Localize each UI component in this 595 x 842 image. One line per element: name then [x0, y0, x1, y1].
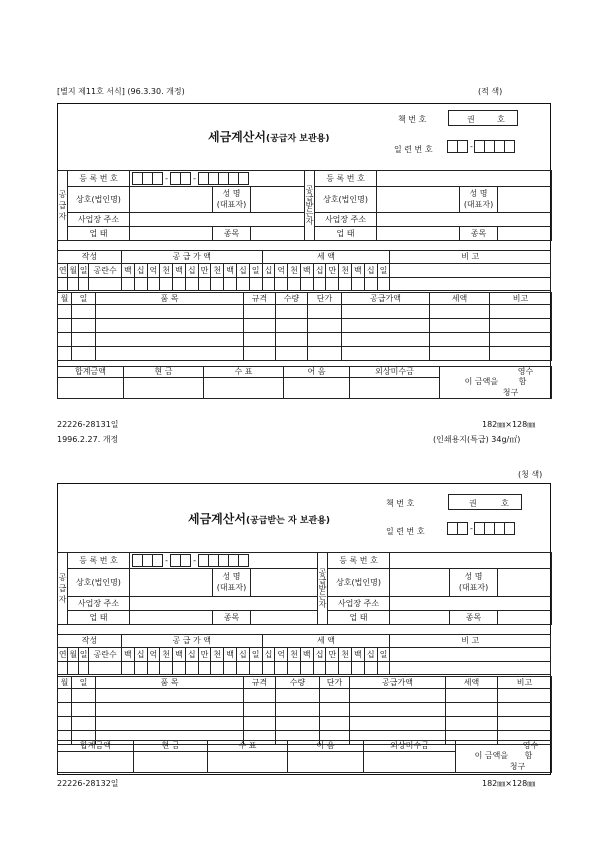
- year-field[interactable]: [58, 662, 68, 675]
- digit-label: 십: [236, 648, 249, 662]
- cash-label: 현 금: [124, 367, 204, 378]
- digit-field[interactable]: [313, 278, 326, 291]
- issue-date-label: 작성: [58, 635, 122, 648]
- book-number-field[interactable]: [448, 110, 518, 126]
- digit-label: 십: [313, 648, 326, 662]
- book-number-field[interactable]: [448, 494, 522, 510]
- digit-field[interactable]: [364, 278, 377, 291]
- col-supply-value: 공급가액: [350, 677, 446, 689]
- digit-label: 천: [339, 264, 352, 278]
- digit-label: 천: [211, 648, 224, 662]
- cash-field[interactable]: [134, 752, 208, 773]
- amount-header-table: [57, 634, 551, 675]
- supplier-rep-field[interactable]: [251, 187, 305, 213]
- digit-label: 만: [198, 264, 211, 278]
- total-amount-label: 합계금액: [58, 367, 124, 378]
- claim-label: 청구: [502, 387, 519, 397]
- supplier-rep-field[interactable]: [251, 569, 318, 597]
- col-unit-price: 단가: [320, 677, 350, 689]
- receiver-bizitem-label: 종목: [460, 227, 498, 241]
- digit-field[interactable]: [313, 662, 326, 675]
- digit-label: 천: [160, 648, 173, 662]
- receipt-text: 이 금액을: [464, 377, 499, 387]
- total-amount-field[interactable]: [58, 752, 134, 773]
- digit-field[interactable]: [377, 278, 390, 291]
- digit-label: 백: [224, 264, 237, 278]
- supplier-reg-no-label: 등 록 번 호: [68, 171, 130, 187]
- serial-number-field[interactable]: [448, 140, 515, 153]
- digit-field[interactable]: [326, 662, 339, 675]
- col-day: 일: [72, 293, 96, 305]
- parties-table: [57, 170, 552, 241]
- total-amount-label: 합계금액: [58, 741, 134, 752]
- tax-invoice-form-receiver-copy: [57, 483, 551, 775]
- totals-table: [57, 740, 552, 773]
- digit-field[interactable]: [352, 278, 365, 291]
- supplier-rep-label: 성 명 (대표자): [213, 187, 251, 213]
- digit-field[interactable]: [173, 662, 186, 675]
- digit-label: 만: [198, 648, 211, 662]
- digit-field[interactable]: [147, 662, 160, 675]
- digit-field[interactable]: [288, 278, 301, 291]
- tax-amount-label: 세 액: [262, 251, 390, 264]
- revision-date: 1996.2.27. 개정: [57, 435, 119, 444]
- digit-field[interactable]: [339, 278, 352, 291]
- table-row[interactable]: [58, 305, 552, 319]
- digit-label: 십: [313, 264, 326, 278]
- supplier-address-field[interactable]: [130, 597, 318, 611]
- claim-label: 청구: [509, 761, 526, 771]
- digit-label: 십: [134, 264, 147, 278]
- digit-label: 백: [224, 648, 237, 662]
- form-number: 22226-28131일: [57, 420, 119, 429]
- book-ho-label: 호: [501, 499, 509, 508]
- digit-field[interactable]: [262, 278, 275, 291]
- year-field[interactable]: [58, 278, 68, 291]
- receiver-rep-field[interactable]: [498, 569, 552, 597]
- form-title-sub: (공급자 보관용): [265, 134, 330, 144]
- table-row[interactable]: [58, 347, 552, 361]
- receipt-suffix: 함: [524, 751, 533, 761]
- issue-date-label: 작성: [58, 251, 122, 264]
- receiver-biztype-label: 업 태: [328, 611, 390, 625]
- credit-field[interactable]: [364, 752, 456, 773]
- digit-field[interactable]: [300, 278, 313, 291]
- form-title-text: 세금계산서: [188, 512, 246, 526]
- check-field[interactable]: [204, 378, 284, 399]
- promissory-note-label: 어 음: [284, 367, 350, 378]
- digit-label: 백: [352, 648, 365, 662]
- receipt-label: 영수: [522, 741, 539, 750]
- digit-label: 백: [121, 648, 134, 662]
- note-field[interactable]: [284, 378, 350, 399]
- digit-label: 십: [364, 648, 377, 662]
- digit-field[interactable]: [275, 662, 288, 675]
- supply-value-label: 공 급 가 액: [121, 635, 262, 648]
- digit-label: 백: [121, 264, 134, 278]
- receipt-claim-box: [440, 367, 552, 399]
- digit-label: 십: [262, 648, 275, 662]
- cash-field[interactable]: [124, 378, 204, 399]
- digit-label: 만: [326, 648, 339, 662]
- blank-count-label: 공란수: [89, 264, 122, 278]
- receiver-side-label: 공 급 받 는 자: [318, 553, 328, 625]
- supplier-biztype-field[interactable]: [130, 611, 213, 625]
- digit-field[interactable]: [211, 278, 224, 291]
- receiver-company-label: 상호(법인명): [315, 187, 377, 213]
- month-field[interactable]: [68, 662, 78, 675]
- paper-size: 182㎜×128㎜: [482, 420, 536, 429]
- supplier-side-label: 공 급 자: [58, 553, 68, 625]
- receiver-address-label: 사업장 주소: [328, 597, 390, 611]
- digit-field[interactable]: [339, 662, 352, 675]
- receiver-bizitem-label: 종목: [450, 611, 498, 625]
- receipt-text: 이 금액을: [474, 751, 509, 761]
- supply-value-label: 공 급 가 액: [121, 251, 262, 264]
- table-row[interactable]: [58, 717, 552, 731]
- receiver-company-field[interactable]: [377, 187, 460, 213]
- digit-field[interactable]: [249, 278, 262, 291]
- receipt-claim-box: [456, 741, 552, 773]
- digit-field[interactable]: [173, 278, 186, 291]
- supplier-company-field[interactable]: [130, 187, 213, 213]
- digit-label: 십: [364, 264, 377, 278]
- col-day: 일: [72, 677, 96, 689]
- receiver-reg-no-label: 등 록 번 호: [315, 171, 377, 187]
- table-row[interactable]: [58, 319, 552, 333]
- digit-field[interactable]: [326, 278, 339, 291]
- supplier-bizitem-label: 종목: [213, 227, 251, 241]
- receiver-rep-field[interactable]: [498, 187, 552, 213]
- digit-field[interactable]: [121, 662, 134, 675]
- col-spec: 규격: [244, 677, 276, 689]
- year-label: 연: [58, 648, 68, 662]
- receiver-company-field[interactable]: [390, 569, 450, 597]
- form-number-2: 22226-28132일: [57, 779, 119, 788]
- items-table: [57, 292, 552, 361]
- digit-label: 만: [326, 264, 339, 278]
- paper-spec: (인쇄용지(특급) 34g/㎡): [433, 435, 521, 444]
- paper-size-2: 182㎜×128㎜: [482, 779, 536, 788]
- serial-dash: -: [470, 142, 473, 151]
- blank-count-label: 공란수: [89, 648, 122, 662]
- digit-field[interactable]: [300, 662, 313, 675]
- digit-label: 천: [288, 648, 301, 662]
- digit-field[interactable]: [275, 278, 288, 291]
- supplier-reg-no-field[interactable]: - -: [130, 171, 305, 187]
- year-label: 연: [58, 264, 68, 278]
- serial-number-label: 일 련 번 호: [386, 527, 425, 536]
- total-amount-field[interactable]: [58, 378, 124, 399]
- digit-label: 천: [288, 264, 301, 278]
- book-ho-label: 호: [497, 115, 505, 124]
- receiver-reg-no-label: 등 록 번 호: [328, 553, 390, 569]
- digit-field[interactable]: [236, 278, 249, 291]
- month-label: 월: [68, 264, 78, 278]
- promissory-note-label: 어 음: [288, 741, 364, 752]
- digit-field[interactable]: [160, 278, 173, 291]
- receipt-suffix: 함: [518, 377, 527, 387]
- digit-label: 백: [173, 648, 186, 662]
- book-kwon-label: 권: [467, 115, 475, 124]
- digit-field[interactable]: [224, 278, 237, 291]
- remarks-field[interactable]: [390, 264, 551, 278]
- digit-label: 천: [339, 648, 352, 662]
- receiver-biztype-field[interactable]: [390, 611, 450, 625]
- check-field[interactable]: [208, 752, 288, 773]
- digit-field[interactable]: [262, 662, 275, 675]
- supplier-biztype-label: 업 태: [68, 227, 130, 241]
- digit-field[interactable]: [121, 278, 134, 291]
- digit-label: 일: [377, 264, 390, 278]
- col-item: 품 목: [96, 677, 244, 689]
- receiver-company-label: 상호(법인명): [328, 569, 390, 597]
- supplier-address-label: 사업장 주소: [68, 213, 130, 227]
- remarks-field[interactable]: [390, 648, 551, 662]
- items-table: [57, 676, 552, 745]
- digit-field[interactable]: [249, 662, 262, 675]
- col-remarks: 비고: [498, 677, 552, 689]
- remarks-label: 비 고: [390, 635, 551, 648]
- digit-field[interactable]: [236, 662, 249, 675]
- receiver-bizitem-field[interactable]: [498, 227, 552, 241]
- month-label: 월: [68, 648, 78, 662]
- receiver-bizitem-field[interactable]: [498, 611, 552, 625]
- col-tax: 세액: [430, 293, 490, 305]
- day-field[interactable]: [78, 662, 88, 675]
- credit-field[interactable]: [350, 378, 440, 399]
- supplier-company-field[interactable]: [130, 569, 213, 597]
- digit-field[interactable]: [211, 662, 224, 675]
- totals-table: [57, 366, 552, 399]
- remarks-label: 비 고: [390, 251, 551, 264]
- form-title-2: [188, 510, 330, 527]
- cash-label: 현 금: [134, 741, 208, 752]
- supplier-bizitem-label: 종목: [213, 611, 251, 625]
- book-kwon-label: 권: [469, 499, 477, 508]
- col-supply-value: 공급가액: [342, 293, 430, 305]
- digit-field[interactable]: [185, 278, 198, 291]
- digit-label: 백: [352, 264, 365, 278]
- receiver-biztype-field[interactable]: [377, 227, 460, 241]
- blank-count-field[interactable]: [89, 278, 122, 291]
- digit-label: 십: [134, 648, 147, 662]
- digit-field[interactable]: [377, 662, 390, 675]
- copy-color-label: (적 색): [478, 87, 503, 96]
- remarks-field[interactable]: [390, 662, 551, 675]
- supplier-reg-no-label: 등 록 번 호: [68, 553, 130, 569]
- col-remarks: 비고: [490, 293, 552, 305]
- supplier-bizitem-field[interactable]: [251, 227, 305, 241]
- receiver-address-label: 사업장 주소: [315, 213, 377, 227]
- serial-number-label: 일 련 번 호: [394, 145, 433, 154]
- digit-field[interactable]: [364, 662, 377, 675]
- digit-field[interactable]: [185, 662, 198, 675]
- digit-field[interactable]: [198, 278, 211, 291]
- check-label: 수 표: [204, 367, 284, 378]
- credit-label: 외상미수금: [364, 741, 456, 752]
- col-item: 품 목: [96, 293, 244, 305]
- digit-label: 백: [173, 264, 186, 278]
- col-tax: 세액: [446, 677, 498, 689]
- amount-header-table: [57, 250, 551, 291]
- serial-dash: -: [470, 524, 473, 533]
- col-qty: 수량: [276, 677, 320, 689]
- supplier-biztype-field[interactable]: [130, 227, 213, 241]
- digit-label: 일: [249, 648, 262, 662]
- note-field[interactable]: [288, 752, 364, 773]
- form-title-sub: (공급받는 자 보관용): [245, 516, 331, 526]
- table-row[interactable]: [58, 689, 552, 703]
- supplier-biztype-label: 업 태: [68, 611, 130, 625]
- credit-label: 외상미수금: [350, 367, 440, 378]
- col-month: 월: [58, 677, 72, 689]
- digit-label: 천: [211, 264, 224, 278]
- supplier-company-label: 상호(법인명): [68, 187, 130, 213]
- form-title: [208, 128, 330, 145]
- month-field[interactable]: [68, 278, 78, 291]
- col-qty: 수량: [276, 293, 308, 305]
- digit-label: 억: [275, 264, 288, 278]
- digit-label: 십: [185, 264, 198, 278]
- receipt-label: 영수: [517, 367, 534, 376]
- receiver-rep-label: 성 명 (대표자): [450, 569, 498, 597]
- receiver-rep-label: 성 명 (대표자): [460, 187, 498, 213]
- parties-table: [57, 552, 552, 625]
- supplier-rep-label: 성 명 (대표자): [213, 569, 251, 597]
- receiver-address-field[interactable]: [390, 597, 552, 611]
- receiver-side-label: 공 급 받 는 자: [305, 171, 315, 241]
- book-number-label: 책 번 호: [398, 115, 427, 124]
- form-code-header: [별지 제11호 서식] (96.3.30. 개정): [57, 87, 185, 96]
- receiver-address-field[interactable]: [377, 213, 552, 227]
- digit-label: 백: [300, 648, 313, 662]
- digit-label: 억: [275, 648, 288, 662]
- tax-invoice-form-supplier-copy: [57, 103, 551, 399]
- tax-amount-label: 세 액: [262, 635, 390, 648]
- book-number-label: 책 번 호: [386, 499, 415, 508]
- day-label: 일: [78, 264, 88, 278]
- digit-label: 십: [236, 264, 249, 278]
- digit-label: 억: [147, 648, 160, 662]
- check-label: 수 표: [208, 741, 288, 752]
- copy-color-label-2: (청 색): [518, 470, 543, 479]
- supplier-company-label: 상호(법인명): [68, 569, 130, 597]
- digit-field[interactable]: [134, 662, 147, 675]
- receiver-biztype-label: 업 태: [315, 227, 377, 241]
- serial-number-field[interactable]: [448, 522, 515, 535]
- table-row[interactable]: [58, 333, 552, 347]
- digit-label: 백: [300, 264, 313, 278]
- supplier-side-label: 공 급 자: [58, 171, 68, 241]
- digit-label: 십: [185, 648, 198, 662]
- digit-field[interactable]: [160, 662, 173, 675]
- digit-label: 일: [377, 648, 390, 662]
- blank-count-field[interactable]: [89, 662, 122, 675]
- digit-field[interactable]: [147, 278, 160, 291]
- supplier-bizitem-field[interactable]: [251, 611, 318, 625]
- digit-field[interactable]: [198, 662, 211, 675]
- supplier-address-field[interactable]: [130, 213, 305, 227]
- digit-label: 십: [262, 264, 275, 278]
- digit-field[interactable]: [224, 662, 237, 675]
- digit-label: 일: [249, 264, 262, 278]
- col-spec: 규격: [244, 293, 276, 305]
- remarks-field[interactable]: [390, 278, 551, 291]
- digit-field[interactable]: [288, 662, 301, 675]
- digit-field[interactable]: [352, 662, 365, 675]
- supplier-reg-no-field[interactable]: - -: [130, 553, 318, 569]
- digit-label: 천: [160, 264, 173, 278]
- col-month: 월: [58, 293, 72, 305]
- digit-field[interactable]: [134, 278, 147, 291]
- col-unit-price: 단가: [308, 293, 342, 305]
- table-row[interactable]: [58, 703, 552, 717]
- supplier-address-label: 사업장 주소: [68, 597, 130, 611]
- digit-label: 억: [147, 264, 160, 278]
- form-title-text: 세금계산서: [208, 130, 266, 144]
- receiver-reg-no-field[interactable]: [390, 553, 552, 569]
- day-field[interactable]: [78, 278, 88, 291]
- day-label: 일: [78, 648, 88, 662]
- receiver-reg-no-field[interactable]: [377, 171, 552, 187]
